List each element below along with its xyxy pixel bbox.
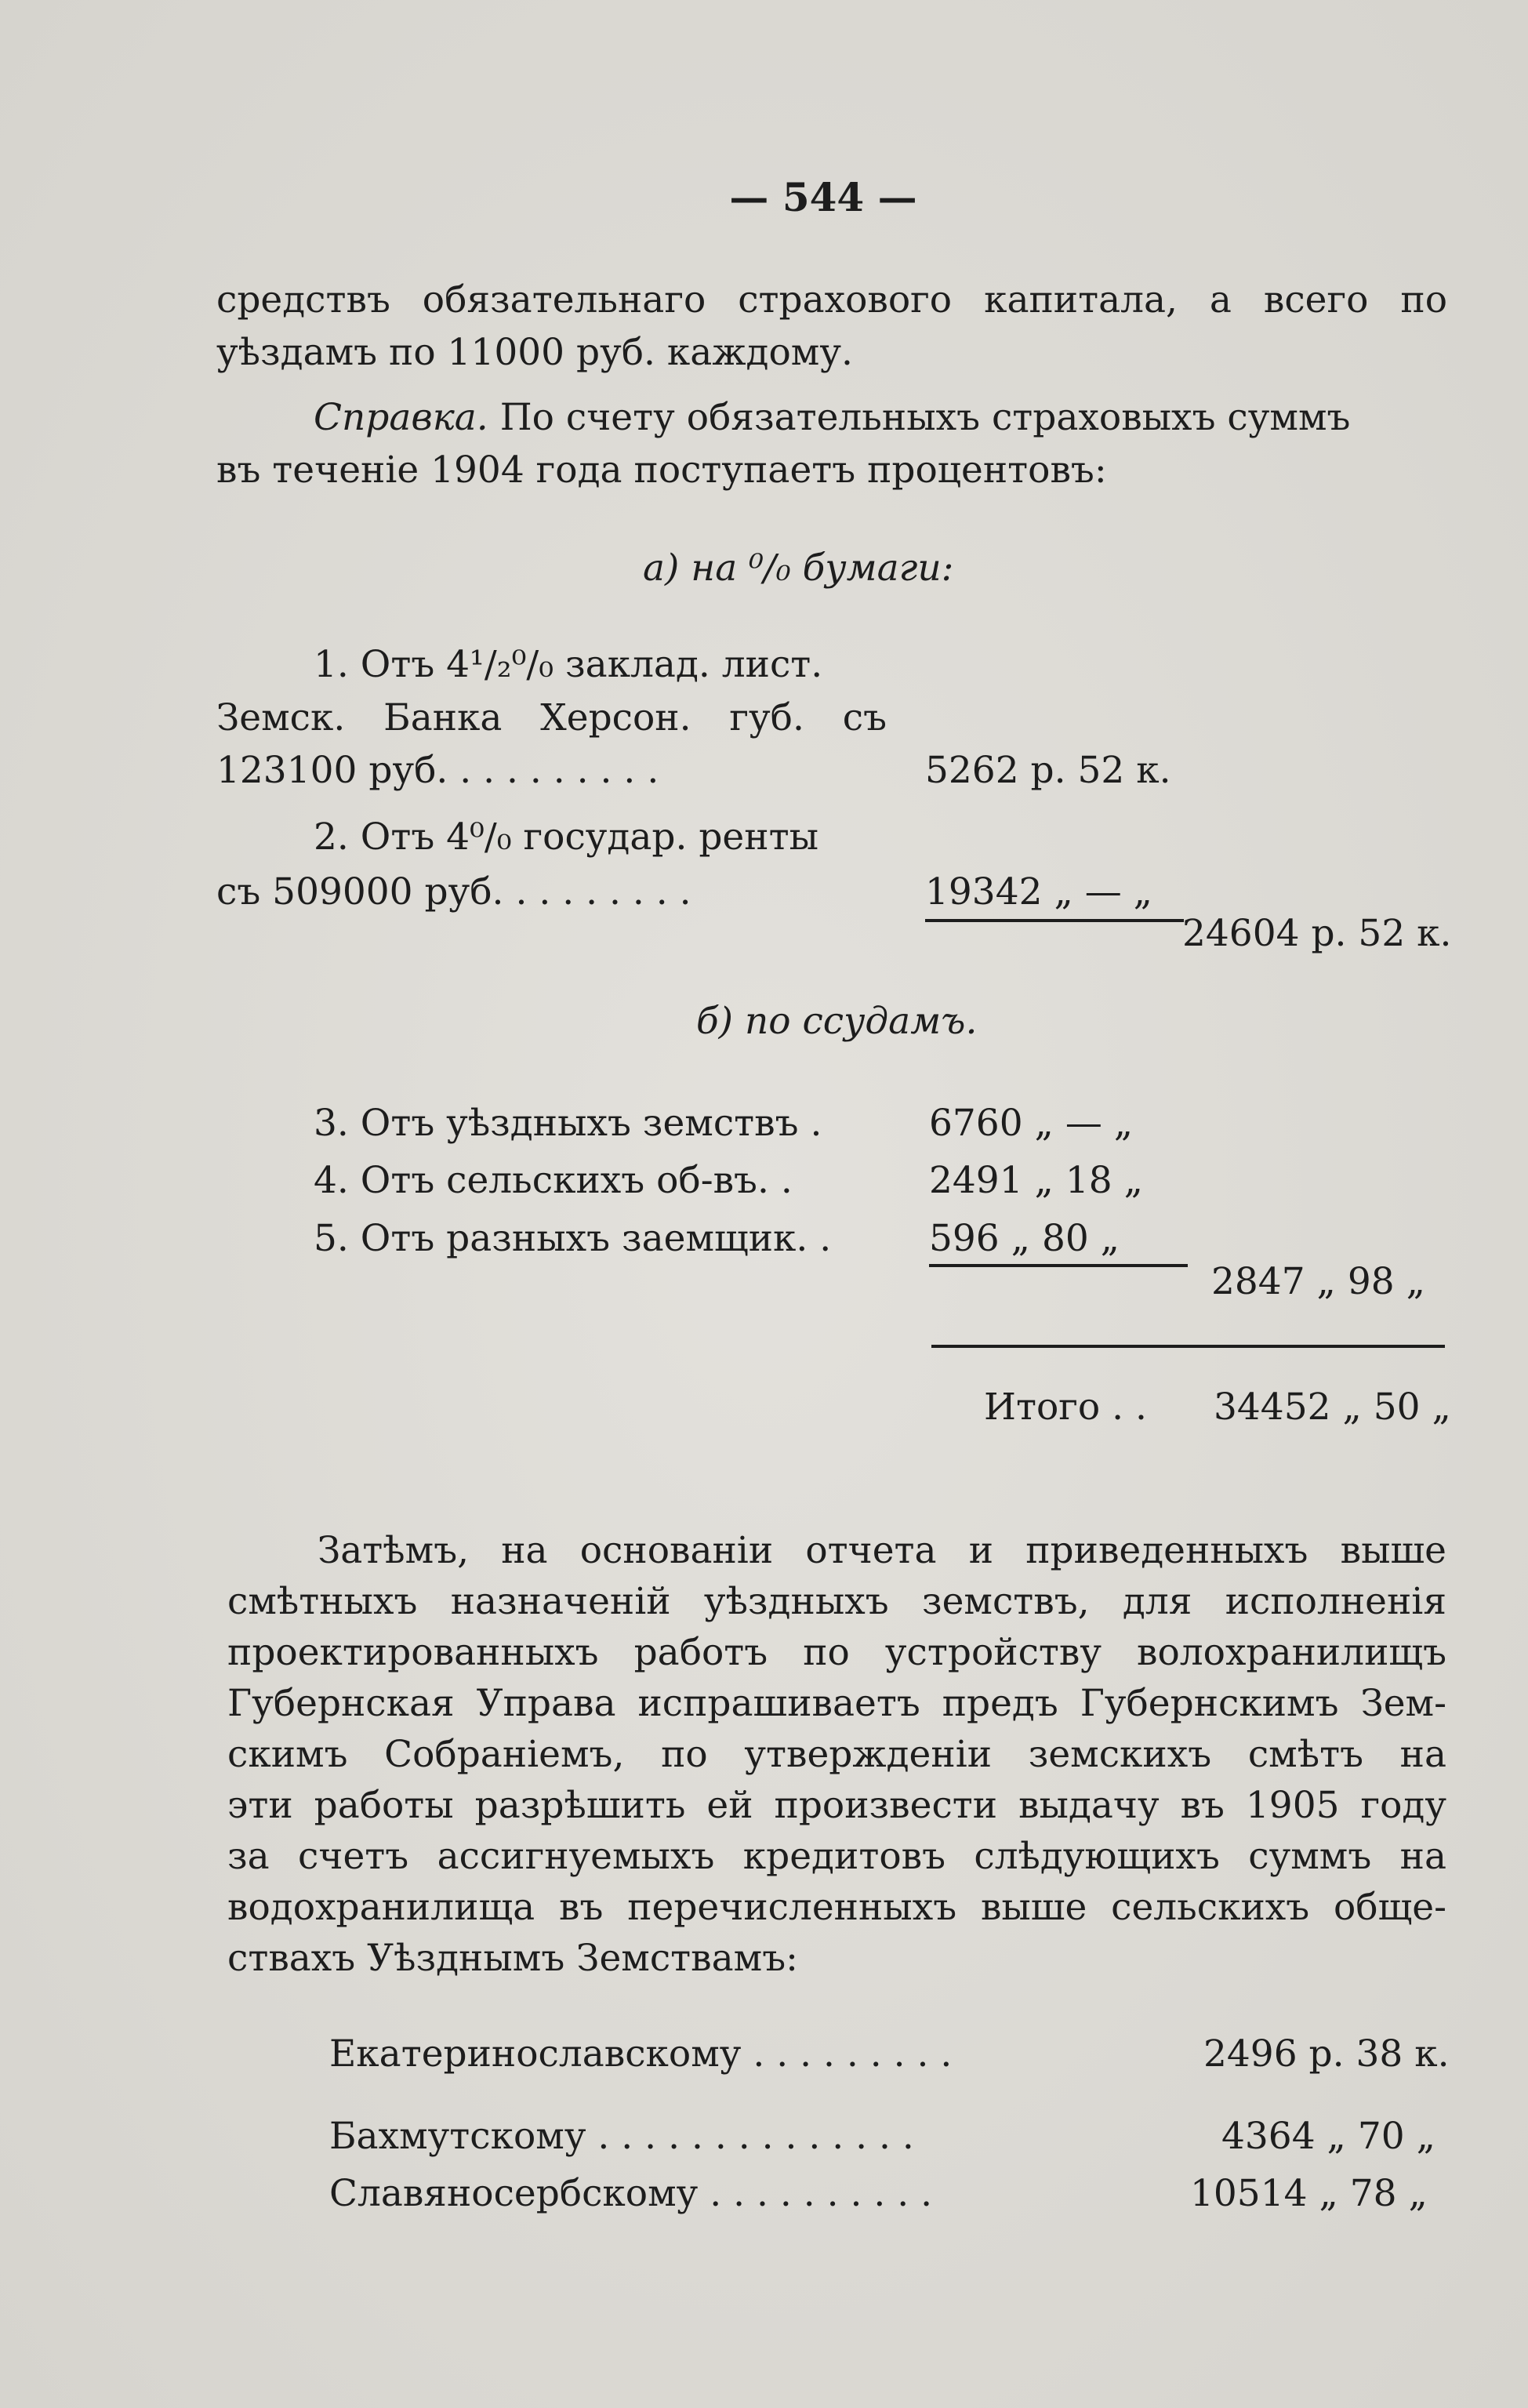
allocation-amount-3: 10514 „ 78 „ xyxy=(1190,2172,1428,2215)
paragraph-line-4: Губернская Управа испрашиваетъ предъ Губернскимъ Зем- xyxy=(227,1682,1446,1725)
item-3-amount: 6760 „ — „ xyxy=(929,1102,1134,1145)
section-a-heading: а) на ⁰/₀ бумаги: xyxy=(643,547,954,590)
paragraph-line-7: за счетъ ассигнуемыхъ кредитовъ слѣдующихъ суммъ на xyxy=(227,1835,1446,1878)
item-1-amount: 5262 р. 52 к. xyxy=(925,749,1171,792)
paragraph-line-1: Затѣмъ, на основаніи отчета и приведенныхъ выше xyxy=(318,1529,1446,1572)
item-2-line-1: 2. Отъ 4⁰/₀ государ. ренты xyxy=(314,815,818,859)
allocation-name-3: Славяносербскому . . . . . . . . . . xyxy=(329,2172,933,2215)
item-1-line-2: Земск. Банка Херсон. губ. съ xyxy=(216,696,887,739)
item-4-label: 4. Отъ сельскихъ об-въ. . xyxy=(314,1159,793,1202)
item-5-label: 5. Отъ разныхъ заемщик. . xyxy=(314,1217,832,1260)
section-b-heading: б) по ссудамъ. xyxy=(696,1000,978,1043)
spravka-line-1-text: По счету обязательныхъ страховыхъ суммъ xyxy=(499,396,1351,439)
section-b-underline xyxy=(929,1264,1188,1267)
paragraph-line-8: водохранилища въ перечисленныхъ выше сельскихъ обще- xyxy=(227,1886,1446,1929)
total-label: Итого . . xyxy=(984,1386,1147,1429)
allocation-name-2: Бахмутскому . . . . . . . . . . . . . . xyxy=(329,2115,914,2158)
intro-line-1: средствъ обязательнаго страхового капитала, а всего по xyxy=(216,278,1447,321)
page-number: — 544 — xyxy=(729,174,917,220)
item-5-amount: 596 „ 80 „ xyxy=(929,1217,1120,1260)
spravka-label: Справка. xyxy=(314,396,488,439)
item-2-amount: 19342 „ — „ xyxy=(925,870,1153,913)
item-2-line-2: съ 509000 руб. . . . . . . . . xyxy=(216,870,691,913)
paragraph-line-6: эти работы разрѣшить ей произвести выдачу въ 1905 году xyxy=(227,1784,1446,1827)
paragraph-line-3: проектированныхъ работъ по устройству волохранилищъ xyxy=(227,1631,1446,1674)
allocation-amount-2: 4364 „ 70 „ xyxy=(1221,2115,1435,2158)
paragraph-line-9: ствахъ Уѣзднымъ Земствамъ: xyxy=(227,1937,798,1980)
section-b-subtotal: 2847 „ 98 „ xyxy=(1211,1260,1425,1303)
item-4-amount: 2491 „ 18 „ xyxy=(929,1159,1143,1202)
paragraph-line-2: смѣтныхъ назначеній уѣздныхъ земствъ, для исполненія xyxy=(227,1580,1446,1623)
section-a-underline xyxy=(925,919,1184,922)
section-a-subtotal: 24604 р. 52 к. xyxy=(1182,912,1452,955)
spravka-line-2: въ теченіе 1904 года поступаетъ процентовъ: xyxy=(216,449,1107,492)
total-rule xyxy=(931,1345,1445,1348)
allocation-name-1: Екатеринославскому . . . . . . . . . xyxy=(329,2032,953,2076)
item-1-line-1: 1. Отъ 4¹/₂⁰/₀ заклад. лист. xyxy=(314,643,823,686)
allocation-amount-1: 2496 р. 38 к. xyxy=(1203,2032,1450,2076)
paragraph-line-5: скимъ Собраніемъ, по утвержденіи земскихъ смѣтъ на xyxy=(227,1733,1446,1776)
total-amount: 34452 „ 50 „ xyxy=(1214,1386,1451,1429)
spravka-line-1 xyxy=(314,396,1350,440)
intro-line-2: уѣздамъ по 11000 руб. каждому. xyxy=(216,331,853,374)
item-1-line-3: 123100 руб. . . . . . . . . . xyxy=(216,749,659,792)
item-3-label: 3. Отъ уѣздныхъ земствъ . xyxy=(314,1102,822,1145)
